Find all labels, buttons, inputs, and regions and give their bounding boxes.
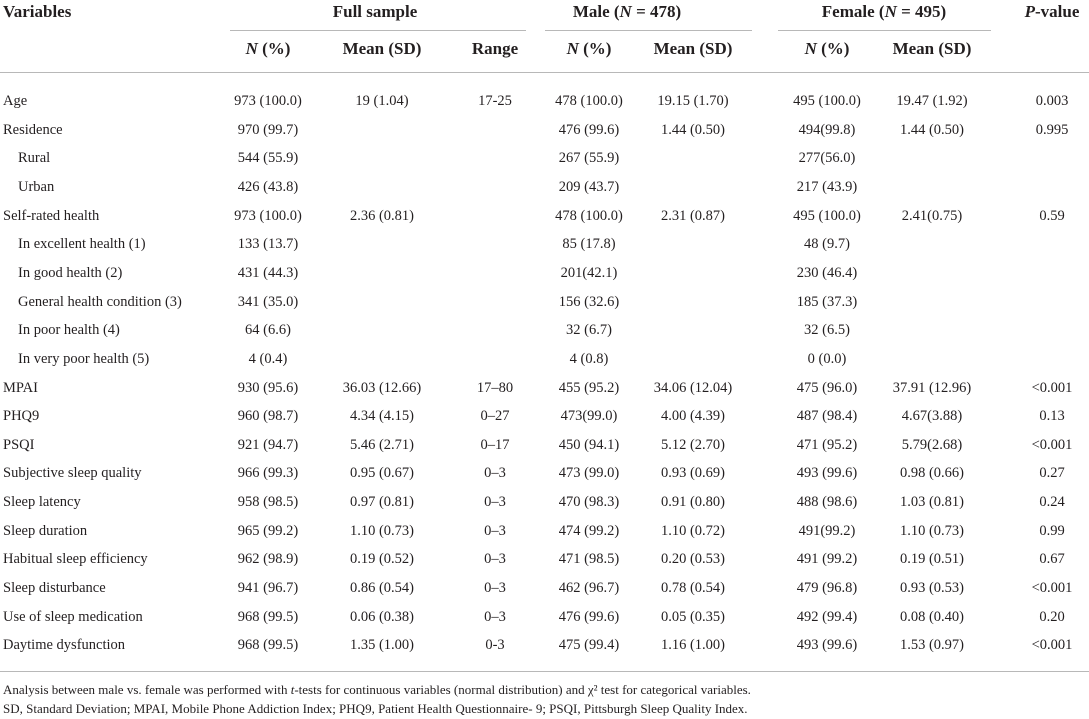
cell-female-n: 493 (99.6) bbox=[796, 637, 858, 654]
cell-female-mean: 1.44 (0.50) bbox=[899, 121, 965, 138]
row-label: In excellent health (1) bbox=[18, 236, 146, 253]
cell-female-n: 0 (0.0) bbox=[807, 350, 847, 367]
cell-female-mean: 37.91 (12.96) bbox=[892, 379, 972, 396]
table-row bbox=[0, 87, 1089, 115]
cell-p-value: 0.24 bbox=[1039, 494, 1065, 511]
table-row bbox=[0, 144, 1089, 172]
cell-female-mean: 1.53 (0.97) bbox=[899, 637, 965, 654]
row-label: Sleep disturbance bbox=[3, 580, 106, 597]
row-label: In very poor health (5) bbox=[18, 350, 150, 367]
row-label: Daytime dysfunction bbox=[3, 637, 126, 654]
cell-female-n: 471 (95.2) bbox=[796, 436, 858, 453]
table-row bbox=[0, 230, 1089, 258]
cell-full-n: 341 (35.0) bbox=[237, 293, 299, 310]
table-row bbox=[0, 488, 1089, 516]
cell-female-n: 494(99.8) bbox=[798, 121, 856, 138]
cell-full-n: 544 (55.9) bbox=[237, 150, 299, 167]
cell-male-n: 478 (100.0) bbox=[555, 93, 623, 109]
cell-p-value: 0.67 bbox=[1039, 551, 1065, 568]
table-row bbox=[0, 259, 1089, 287]
cell-male-n: 85 (17.8) bbox=[562, 236, 616, 253]
row-label: In good health (2) bbox=[18, 264, 123, 281]
cell-male-n: 32 (6.7) bbox=[566, 322, 612, 339]
cell-male-n: 470 (98.3) bbox=[558, 494, 620, 511]
cell-p-value: <0.001 bbox=[1031, 379, 1073, 396]
cell-male-mean: 19.15 (1.70) bbox=[657, 93, 729, 109]
row-label: Residence bbox=[3, 121, 63, 138]
subheader-full-n: N (%) bbox=[245, 39, 291, 58]
cell-full-mean: 1.10 (0.73) bbox=[349, 522, 415, 539]
cell-p-value: 0.003 bbox=[1035, 93, 1069, 109]
cell-full-range: 17–80 bbox=[476, 379, 514, 396]
row-label: Use of sleep medication bbox=[3, 608, 143, 625]
cell-male-mean: 4.00 (4.39) bbox=[660, 408, 726, 425]
cell-male-n: 267 (55.9) bbox=[558, 150, 620, 167]
cell-female-mean: 0.93 (0.53) bbox=[899, 580, 965, 597]
cell-female-n: 495 (100.0) bbox=[793, 207, 861, 224]
cell-male-n: 209 (43.7) bbox=[558, 178, 620, 195]
cell-female-mean: 0.19 (0.51) bbox=[899, 551, 965, 568]
row-label: Self-rated health bbox=[3, 207, 100, 224]
cell-female-n: 493 (99.6) bbox=[796, 465, 858, 482]
cell-full-range: 0–3 bbox=[484, 494, 506, 511]
table-row bbox=[0, 345, 1089, 373]
cell-female-mean: 0.98 (0.66) bbox=[899, 465, 965, 482]
cell-full-mean: 5.46 (2.71) bbox=[349, 436, 415, 453]
table-row bbox=[0, 517, 1089, 545]
cell-full-mean: 0.19 (0.52) bbox=[349, 551, 415, 568]
row-label: Habitual sleep efficiency bbox=[3, 551, 148, 568]
cell-full-mean: 0.86 (0.54) bbox=[349, 580, 415, 597]
row-label: Subjective sleep quality bbox=[3, 465, 142, 482]
subheader-female-n: N (%) bbox=[804, 39, 850, 58]
cell-male-mean: 1.44 (0.50) bbox=[660, 121, 726, 138]
header-male: Male (N = 478) bbox=[572, 2, 682, 21]
footnote-analysis: Analysis between male vs. female was performed with t-tests for continuous variables (normal distribution) and χ² test for categorical variables. bbox=[3, 682, 751, 697]
cell-male-n: 462 (96.7) bbox=[558, 580, 620, 597]
cell-female-n: 230 (46.4) bbox=[796, 264, 858, 281]
cell-female-n: 185 (37.3) bbox=[796, 293, 858, 310]
cell-p-value: 0.13 bbox=[1039, 408, 1065, 425]
table-row bbox=[0, 116, 1089, 144]
rule-male bbox=[545, 30, 752, 31]
cell-female-n: 32 (6.5) bbox=[804, 322, 850, 339]
cell-full-range: 0–3 bbox=[484, 551, 506, 568]
table-row bbox=[0, 402, 1089, 430]
subheader-male-mean: Mean (SD) bbox=[653, 39, 733, 58]
cell-p-value: 0.59 bbox=[1039, 207, 1065, 224]
cell-female-mean: 2.41(0.75) bbox=[901, 207, 963, 224]
cell-full-mean: 4.34 (4.15) bbox=[349, 408, 415, 425]
row-label: General health condition (3) bbox=[18, 293, 182, 310]
cell-full-n: 930 (95.6) bbox=[237, 379, 299, 396]
cell-full-n: 64 (6.6) bbox=[245, 322, 291, 339]
cell-male-n: 201(42.1) bbox=[560, 264, 618, 281]
cell-male-mean: 5.12 (2.70) bbox=[660, 436, 726, 453]
subheader-female-mean: Mean (SD) bbox=[892, 39, 972, 58]
cell-full-mean: 36.03 (12.66) bbox=[342, 379, 422, 396]
table-row bbox=[0, 431, 1089, 459]
cell-full-n: 960 (98.7) bbox=[237, 408, 299, 425]
header-female: Female (N = 495) bbox=[821, 2, 947, 21]
cell-full-n: 962 (98.9) bbox=[237, 551, 299, 568]
cell-full-mean: 0.97 (0.81) bbox=[349, 494, 415, 511]
cell-full-mean: 2.36 (0.81) bbox=[349, 207, 415, 224]
subheader-full-mean: Mean (SD) bbox=[342, 39, 422, 58]
cell-full-n: 941 (96.7) bbox=[237, 580, 299, 597]
subheader-male-n: N (%) bbox=[566, 39, 612, 58]
cell-male-n: 473 (99.0) bbox=[558, 465, 620, 482]
table-row bbox=[0, 574, 1089, 602]
cell-full-n: 973 (100.0) bbox=[234, 207, 302, 224]
cell-p-value: <0.001 bbox=[1031, 436, 1073, 453]
cell-female-n: 491(99.2) bbox=[798, 522, 856, 539]
table-row bbox=[0, 459, 1089, 487]
cell-female-n: 479 (96.8) bbox=[796, 580, 858, 597]
table-row bbox=[0, 374, 1089, 402]
cell-male-n: 478 (100.0) bbox=[555, 207, 623, 224]
table-bottom-rule bbox=[0, 671, 1089, 672]
cell-p-value: 0.27 bbox=[1039, 465, 1065, 482]
cell-male-mean: 0.78 (0.54) bbox=[660, 580, 726, 597]
cell-full-n: 968 (99.5) bbox=[237, 608, 299, 625]
cell-full-range: 0–3 bbox=[484, 522, 506, 539]
row-label: Urban bbox=[18, 178, 55, 195]
cell-p-value: 0.99 bbox=[1039, 522, 1065, 539]
cell-p-value: <0.001 bbox=[1031, 580, 1073, 597]
cell-full-n: 973 (100.0) bbox=[234, 93, 302, 109]
cell-female-n: 48 (9.7) bbox=[804, 236, 850, 253]
cell-male-n: 476 (99.6) bbox=[558, 121, 620, 138]
table-row bbox=[0, 316, 1089, 344]
cell-full-n: 965 (99.2) bbox=[237, 522, 299, 539]
cell-female-mean: 0.08 (0.40) bbox=[899, 608, 965, 625]
header-p-value: P-value bbox=[1024, 2, 1080, 21]
cell-full-mean: 1.35 (1.00) bbox=[349, 637, 415, 654]
cell-male-n: 156 (32.6) bbox=[558, 293, 620, 310]
footnote-abbreviations: SD, Standard Deviation; MPAI, Mobile Phone Addiction Index; PHQ9, Patient Health Questionnaire- 9; PSQI, Pittsburgh Sleep Quality Index. bbox=[3, 701, 748, 716]
cell-female-mean: 19.47 (1.92) bbox=[896, 93, 968, 109]
row-label: Age bbox=[3, 93, 28, 109]
table-row bbox=[0, 202, 1089, 230]
cell-male-n: 4 (0.8) bbox=[569, 350, 609, 367]
cell-male-mean: 0.93 (0.69) bbox=[660, 465, 726, 482]
cell-male-n: 476 (99.6) bbox=[558, 608, 620, 625]
row-label: In poor health (4) bbox=[18, 322, 120, 339]
cell-full-range: 0–17 bbox=[480, 436, 510, 453]
cell-full-n: 958 (98.5) bbox=[237, 494, 299, 511]
row-label: Sleep latency bbox=[3, 494, 81, 511]
header-full-sample: Full sample bbox=[332, 2, 418, 21]
cell-full-n: 966 (99.3) bbox=[237, 465, 299, 482]
cell-female-mean: 4.67(3.88) bbox=[901, 408, 963, 425]
table-row bbox=[0, 545, 1089, 573]
cell-female-n: 277(56.0) bbox=[798, 150, 856, 167]
cell-male-mean: 2.31 (0.87) bbox=[660, 207, 726, 224]
cell-male-n: 471 (98.5) bbox=[558, 551, 620, 568]
cell-female-mean: 1.10 (0.73) bbox=[899, 522, 965, 539]
cell-full-range: 17-25 bbox=[478, 93, 512, 109]
subheader-full-range: Range bbox=[471, 39, 519, 58]
cell-male-mean: 1.16 (1.00) bbox=[660, 637, 726, 654]
cell-full-mean: 19 (1.04) bbox=[355, 93, 409, 109]
cell-full-mean: 0.06 (0.38) bbox=[349, 608, 415, 625]
row-label: PSQI bbox=[3, 436, 35, 453]
cell-female-n: 488 (98.6) bbox=[796, 494, 858, 511]
cell-full-n: 133 (13.7) bbox=[237, 236, 299, 253]
row-label: PHQ9 bbox=[3, 408, 40, 425]
cell-p-value: 0.20 bbox=[1039, 608, 1065, 625]
cell-female-mean: 5.79(2.68) bbox=[901, 436, 963, 453]
table-row bbox=[0, 603, 1089, 631]
cell-female-n: 475 (96.0) bbox=[796, 379, 858, 396]
cell-male-n: 455 (95.2) bbox=[558, 379, 620, 396]
cell-full-range: 0-3 bbox=[485, 637, 505, 654]
cell-male-n: 475 (99.4) bbox=[558, 637, 620, 654]
cell-female-n: 492 (99.4) bbox=[796, 608, 858, 625]
cell-male-n: 474 (99.2) bbox=[558, 522, 620, 539]
cell-full-n: 970 (99.7) bbox=[237, 121, 299, 138]
cell-full-range: 0–3 bbox=[484, 580, 506, 597]
cell-p-value: 0.995 bbox=[1035, 121, 1069, 138]
row-label: MPAI bbox=[3, 379, 38, 396]
cell-male-mean: 0.91 (0.80) bbox=[660, 494, 726, 511]
cell-male-mean: 34.06 (12.04) bbox=[653, 379, 733, 396]
cell-p-value: <0.001 bbox=[1031, 637, 1073, 654]
cell-female-n: 217 (43.9) bbox=[796, 178, 858, 195]
row-label: Sleep duration bbox=[3, 522, 88, 539]
table-row bbox=[0, 631, 1089, 659]
cell-male-n: 473(99.0) bbox=[560, 408, 618, 425]
cell-full-range: 0–3 bbox=[484, 608, 506, 625]
rule-female bbox=[778, 30, 991, 31]
cell-full-n: 921 (94.7) bbox=[237, 436, 299, 453]
cell-female-n: 487 (98.4) bbox=[796, 408, 858, 425]
cell-male-mean: 1.10 (0.72) bbox=[660, 522, 726, 539]
cell-female-n: 491 (99.2) bbox=[796, 551, 858, 568]
row-label: Rural bbox=[18, 150, 51, 167]
table-row bbox=[0, 288, 1089, 316]
cell-male-n: 450 (94.1) bbox=[558, 436, 620, 453]
header-variables: Variables bbox=[3, 2, 72, 21]
cell-full-n: 426 (43.8) bbox=[237, 178, 299, 195]
cell-full-n: 968 (99.5) bbox=[237, 637, 299, 654]
table-row bbox=[0, 173, 1089, 201]
cell-full-range: 0–3 bbox=[484, 465, 506, 482]
cell-full-n: 4 (0.4) bbox=[248, 350, 288, 367]
cell-female-n: 495 (100.0) bbox=[793, 93, 861, 109]
cell-male-mean: 0.20 (0.53) bbox=[660, 551, 726, 568]
cell-female-mean: 1.03 (0.81) bbox=[899, 494, 965, 511]
cell-full-range: 0–27 bbox=[480, 408, 510, 425]
rule-full-sample bbox=[230, 30, 526, 31]
cell-full-mean: 0.95 (0.67) bbox=[349, 465, 415, 482]
header-bottom-rule bbox=[0, 72, 1089, 73]
cell-full-n: 431 (44.3) bbox=[237, 264, 299, 281]
cell-male-mean: 0.05 (0.35) bbox=[660, 608, 726, 625]
